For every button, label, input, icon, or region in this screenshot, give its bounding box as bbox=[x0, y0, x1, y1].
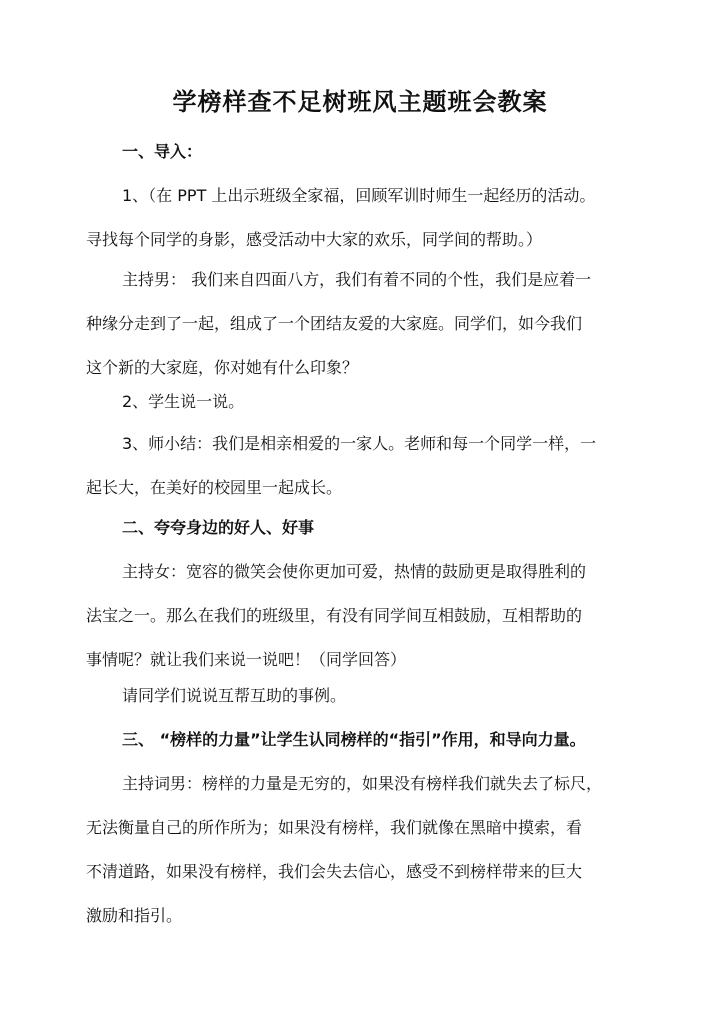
text-line: 三、 “榜样的力量”让学生认同榜样的“指引”作用，和导向力量。 bbox=[122, 730, 586, 749]
paragraph-1 bbox=[86, 174, 646, 262]
text-line: 激励和指引。 bbox=[86, 906, 183, 925]
paragraph-host-female bbox=[86, 550, 646, 682]
text-line: 不清道路，如果没有榜样，我们会失去信心，感受不到榜样带来的巨大 bbox=[86, 862, 583, 881]
text-line: 一、导入： bbox=[122, 142, 203, 161]
text-line: 请同学们说说互帮互助的事例。 bbox=[122, 686, 347, 705]
paragraph-host-male bbox=[86, 258, 646, 390]
paragraph-3 bbox=[86, 422, 646, 510]
text-line: 这个新的大家庭，你对她有什么印象？ bbox=[86, 358, 359, 377]
text-line: 寻找每个同学的身影，感受活动中大家的欢乐，同学间的帮助。） bbox=[86, 230, 543, 249]
text-line: 3、师小结：我们是相亲相爱的一家人。老师和每一个同学一样，一 bbox=[122, 434, 597, 453]
paragraph-host-words bbox=[86, 762, 646, 938]
paragraph-examples bbox=[86, 674, 646, 718]
text-line: 种缘分走到了一起，组成了一个团结友爱的大家庭。同学们，如今我们 bbox=[86, 314, 583, 333]
text-line: 主持词男：榜样的力量是无穷的，如果没有榜样我们就失去了标尺， bbox=[122, 774, 603, 793]
text-line: 主持男： 我们来自四面八方，我们有着不同的个性，我们是应着一 bbox=[122, 270, 592, 289]
heading-role-model bbox=[86, 718, 646, 762]
text-line: 1、（在 PPT 上出示班级全家福，回顾军训时师生一起经历的活动。 bbox=[122, 186, 596, 205]
heading-intro bbox=[86, 130, 646, 174]
text-line: 无法衡量自己的所作所为；如果没有榜样，我们就像在黑暗中摸索，看 bbox=[86, 818, 583, 837]
text-line: 起长大，在美好的校园里一起成长。 bbox=[86, 478, 343, 497]
document-title: 学榜样查不足树班风主题班会教案 bbox=[172, 88, 548, 116]
text-line: 2、学生说一说。 bbox=[122, 392, 245, 411]
text-line: 法宝之一。那么在我们的班级里，有没有同学间互相鼓励，互相帮助的 bbox=[86, 606, 583, 625]
paragraph-2 bbox=[86, 380, 646, 424]
text-line: 二、夸夸身边的好人、好事 bbox=[122, 518, 315, 537]
heading-praise bbox=[86, 506, 646, 550]
text-line: 事情呢？就让我们来说一说吧！（同学回答） bbox=[86, 650, 407, 669]
text-line: 主持女：宽容的微笑会使你更加可爱，热情的鼓励更是取得胜利的 bbox=[122, 562, 587, 581]
